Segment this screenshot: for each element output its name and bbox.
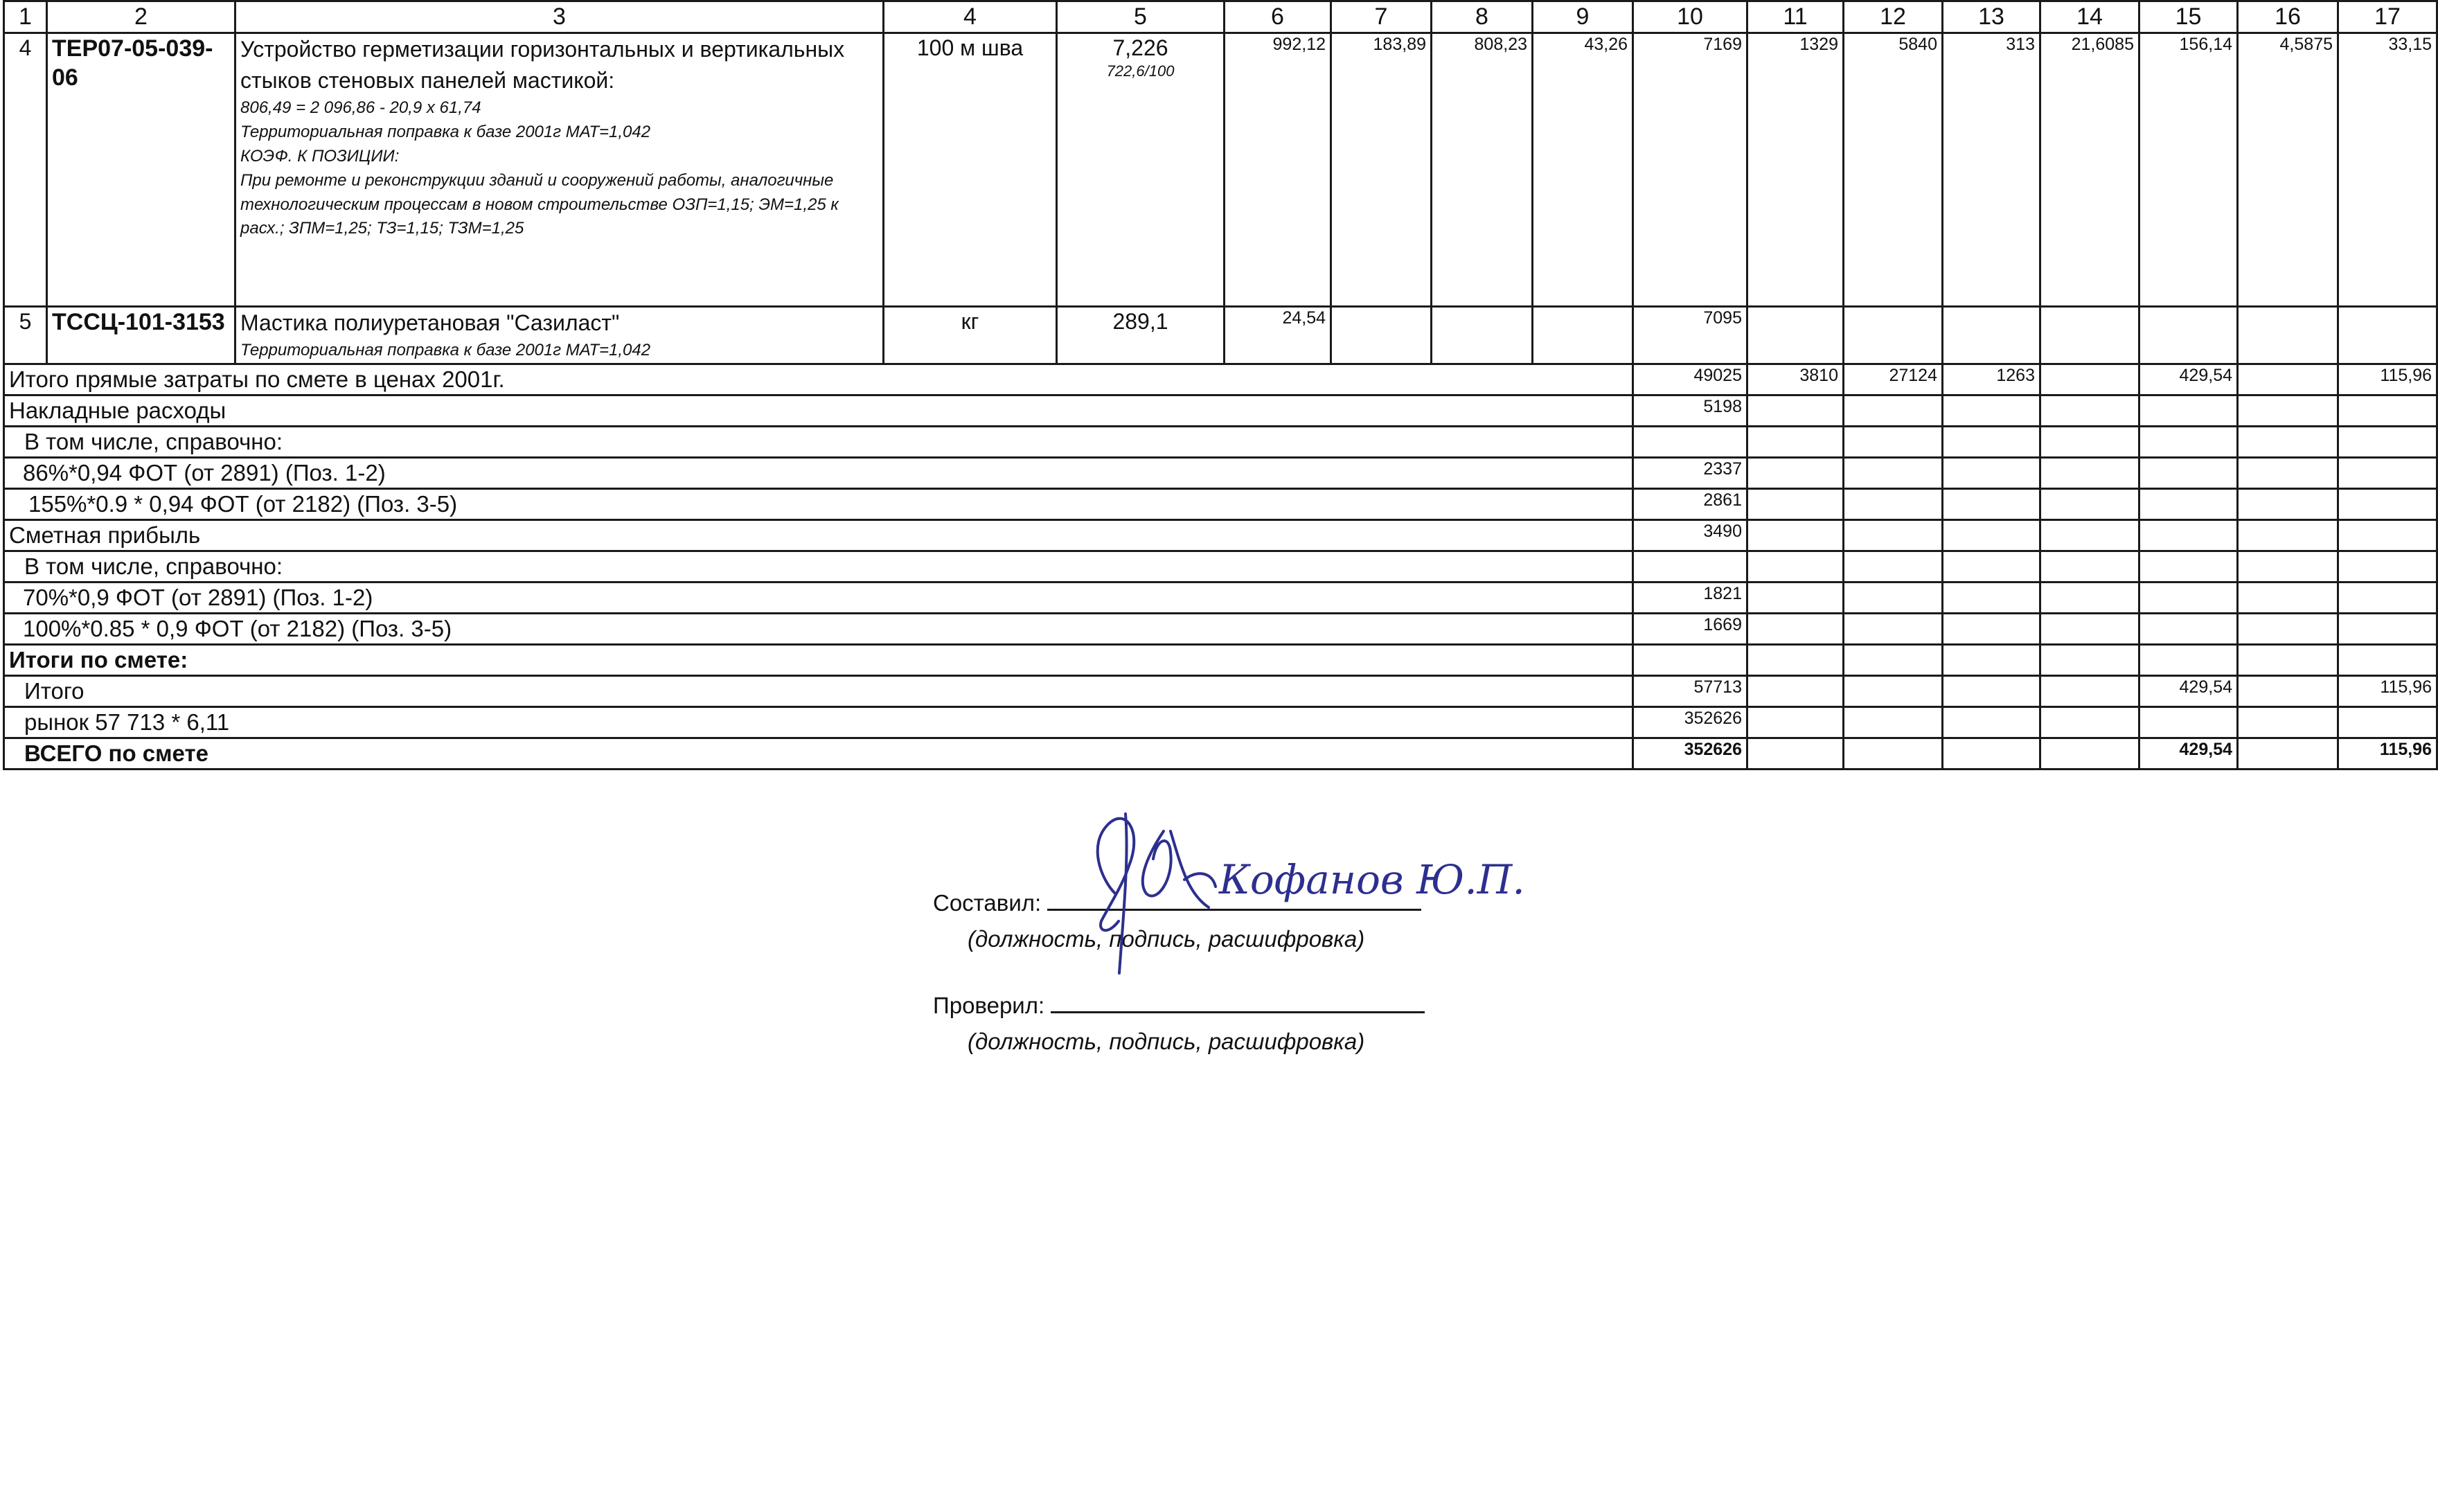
summary-cell-c15: 429,54 xyxy=(2139,738,2238,769)
col-number: 17 xyxy=(2338,1,2437,33)
summary-cell-c11 xyxy=(1747,706,1844,738)
summary-cell-c17 xyxy=(2338,706,2437,738)
cell-c9: 43,26 xyxy=(1533,33,1633,306)
work-description xyxy=(235,306,884,364)
summary-cell-c10: 1821 xyxy=(1633,582,1747,613)
summary-cell-c10: 352626 xyxy=(1633,706,1747,738)
summary-cell-c16 xyxy=(2238,644,2338,675)
cell-c14: 21,6085 xyxy=(2040,33,2139,306)
cell-c7 xyxy=(1331,306,1432,364)
summary-row xyxy=(4,613,2437,644)
cell-c12 xyxy=(1844,306,1943,364)
summary-cell-c12 xyxy=(1844,426,1943,457)
summary-cell-c10 xyxy=(1633,644,1747,675)
summary-cell-c16 xyxy=(2238,582,2338,613)
checked-hint: (должность, подпись, расшифровка) xyxy=(968,1029,1365,1054)
summary-cell-c14 xyxy=(2040,519,2139,551)
cell-c13 xyxy=(1943,306,2040,364)
summary-cell-c14 xyxy=(2040,675,2139,706)
summary-cell-c13 xyxy=(1943,582,2040,613)
cell-c8 xyxy=(1432,306,1533,364)
summary-cell-c13 xyxy=(1943,457,2040,488)
summary-cell-c15 xyxy=(2139,644,2238,675)
summary-cell-c11 xyxy=(1747,426,1844,457)
cell-c15: 156,14 xyxy=(2139,33,2238,306)
summary-cell-c13 xyxy=(1943,551,2040,582)
cell-c13: 313 xyxy=(1943,33,2040,306)
quantity-formula: 722,6/100 xyxy=(1106,62,1175,80)
summary-cell-c10 xyxy=(1633,426,1747,457)
cell-c7: 183,89 xyxy=(1331,33,1432,306)
col-number: 1 xyxy=(4,1,47,33)
summary-cell-c13 xyxy=(1943,706,2040,738)
summary-cell-c16 xyxy=(2238,675,2338,706)
cell-c11 xyxy=(1747,306,1844,364)
work-title: Мастика полиуретановая "Сазиласт" xyxy=(240,310,620,335)
summary-row xyxy=(4,364,2437,395)
col-number: 9 xyxy=(1533,1,1633,33)
summary-cell-c10: 3490 xyxy=(1633,519,1747,551)
summary-cell-c12 xyxy=(1844,738,1943,769)
summary-cell-c13 xyxy=(1943,519,2040,551)
summary-cell-c17 xyxy=(2338,582,2437,613)
summary-cell-c11 xyxy=(1747,457,1844,488)
cell-c10: 7169 xyxy=(1633,33,1747,306)
summary-cell-c17 xyxy=(2338,457,2437,488)
summary-cell-c12 xyxy=(1844,551,1943,582)
summary-cell-c17: 115,96 xyxy=(2338,675,2437,706)
summary-cell-c12 xyxy=(1844,644,1943,675)
summary-cell-c12 xyxy=(1844,582,1943,613)
summary-cell-c12: 27124 xyxy=(1844,364,1943,395)
summary-cell-c10: 49025 xyxy=(1633,364,1747,395)
summary-label: 155%*0.9 * 0,94 ФОТ (от 2182) (Поз. 3-5) xyxy=(4,488,1633,519)
summary-cell-c14 xyxy=(2040,582,2139,613)
cell-c16 xyxy=(2238,306,2338,364)
column-number-row xyxy=(4,1,2437,33)
summary-cell-c13 xyxy=(1943,488,2040,519)
summary-cell-c13 xyxy=(1943,644,2040,675)
summary-cell-c17: 115,96 xyxy=(2338,364,2437,395)
col-number: 4 xyxy=(884,1,1057,33)
work-note: При ремонте и реконструкции зданий и сооружений работы, аналогичные технологическим процессам в новом строительстве ОЗП=1,15; ЭМ=1,25 к расх.; ЗПМ=1,25; ТЗ=1,15; ТЗМ=1,25 xyxy=(240,170,839,238)
summary-cell-c11 xyxy=(1747,675,1844,706)
summary-cell-c10: 1669 xyxy=(1633,613,1747,644)
summary-cell-c12 xyxy=(1844,488,1943,519)
cell-c14 xyxy=(2040,306,2139,364)
summary-cell-c11: 3810 xyxy=(1747,364,1844,395)
quantity-value: 289,1 xyxy=(1112,308,1168,334)
summary-cell-c15 xyxy=(2139,457,2238,488)
col-number: 16 xyxy=(2238,1,2338,33)
summary-cell-c15 xyxy=(2139,519,2238,551)
summary-label: Итого xyxy=(4,675,1633,706)
col-number: 8 xyxy=(1432,1,1533,33)
summary-cell-c15 xyxy=(2139,426,2238,457)
summary-cell-c17 xyxy=(2338,613,2437,644)
col-number: 5 xyxy=(1057,1,1225,33)
cell-c10: 7095 xyxy=(1633,306,1747,364)
summary-row xyxy=(4,488,2437,519)
summary-label: Итоги по смете: xyxy=(4,644,1633,675)
work-description xyxy=(235,33,884,306)
summary-row xyxy=(4,675,2437,706)
quantity xyxy=(1057,306,1225,364)
work-note: КОЭФ. К ПОЗИЦИИ: xyxy=(240,146,400,166)
summary-cell-c16 xyxy=(2238,457,2338,488)
composed-label: Составил: xyxy=(933,890,1042,916)
work-note: 806,49 = 2 096,86 - 20,9 x 61,74 xyxy=(240,98,481,118)
summary-row xyxy=(4,395,2437,426)
unit: 100 м шва xyxy=(884,33,1057,306)
summary-cell-c14 xyxy=(2040,426,2139,457)
col-number: 6 xyxy=(1225,1,1331,33)
col-number: 7 xyxy=(1331,1,1432,33)
summary-cell-c14 xyxy=(2040,457,2139,488)
summary-cell-c16 xyxy=(2238,488,2338,519)
cell-c12: 5840 xyxy=(1844,33,1943,306)
summary-label: 100%*0.85 * 0,9 ФОТ (от 2182) (Поз. 3-5) xyxy=(4,613,1633,644)
summary-label: рынок 57 713 * 6,11 xyxy=(4,706,1633,738)
summary-row xyxy=(4,644,2437,675)
col-number: 13 xyxy=(1943,1,2040,33)
col-number: 11 xyxy=(1747,1,1844,33)
cell-c6: 992,12 xyxy=(1225,33,1331,306)
rate-code: ТССЦ-101-3153 xyxy=(47,306,235,364)
cell-c9 xyxy=(1533,306,1633,364)
summary-label: 86%*0,94 ФОТ (от 2891) (Поз. 1-2) xyxy=(4,457,1633,488)
estimate-row xyxy=(4,306,2437,364)
summary-cell-c13: 1263 xyxy=(1943,364,2040,395)
summary-cell-c16 xyxy=(2238,738,2338,769)
cell-c8: 808,23 xyxy=(1432,33,1533,306)
summary-cell-c10: 2861 xyxy=(1633,488,1747,519)
handwritten-signature xyxy=(1060,803,1525,990)
summary-cell-c14 xyxy=(2040,613,2139,644)
summary-label: В том числе, справочно: xyxy=(4,426,1633,457)
summary-label: Итого прямые затраты по смете в ценах 2001г. xyxy=(4,364,1633,395)
checked-label: Проверил: xyxy=(933,993,1045,1018)
summary-cell-c13 xyxy=(1943,426,2040,457)
composed-hint: (должность, подпись, расшифровка) xyxy=(968,926,1365,952)
summary-cell-c10: 5198 xyxy=(1633,395,1747,426)
summary-cell-c13 xyxy=(1943,675,2040,706)
col-number: 3 xyxy=(235,1,884,33)
summary-cell-c17 xyxy=(2338,488,2437,519)
quantity xyxy=(1057,33,1225,306)
summary-cell-c13 xyxy=(1943,395,2040,426)
summary-cell-c11 xyxy=(1747,488,1844,519)
summary-cell-c16 xyxy=(2238,395,2338,426)
summary-label: Сметная прибыль xyxy=(4,519,1633,551)
summary-cell-c17 xyxy=(2338,395,2437,426)
summary-row xyxy=(4,457,2437,488)
summary-cell-c16 xyxy=(2238,551,2338,582)
checked-block xyxy=(933,990,1425,1055)
summary-cell-c13 xyxy=(1943,738,2040,769)
summary-cell-c10: 352626 xyxy=(1633,738,1747,769)
summary-cell-c15 xyxy=(2139,706,2238,738)
cell-c17: 33,15 xyxy=(2338,33,2437,306)
summary-cell-c15 xyxy=(2139,551,2238,582)
col-number: 12 xyxy=(1844,1,1943,33)
summary-cell-c16 xyxy=(2238,426,2338,457)
col-number: 2 xyxy=(47,1,235,33)
cell-c17 xyxy=(2338,306,2437,364)
summary-section xyxy=(4,364,2437,769)
summary-cell-c17 xyxy=(2338,551,2437,582)
summary-cell-c15: 429,54 xyxy=(2139,364,2238,395)
summary-cell-c11 xyxy=(1747,395,1844,426)
rate-code: ТЕР07-05-039-06 xyxy=(47,33,235,306)
summary-cell-c14 xyxy=(2040,738,2139,769)
summary-cell-c16 xyxy=(2238,364,2338,395)
summary-row xyxy=(4,519,2437,551)
estimate-row xyxy=(4,33,2437,306)
summary-cell-c11 xyxy=(1747,519,1844,551)
summary-cell-c10: 57713 xyxy=(1633,675,1747,706)
summary-cell-c15 xyxy=(2139,613,2238,644)
summary-row xyxy=(4,738,2437,769)
summary-cell-c12 xyxy=(1844,613,1943,644)
summary-cell-c14 xyxy=(2040,644,2139,675)
summary-cell-c12 xyxy=(1844,706,1943,738)
checked-signature-line[interactable] xyxy=(1051,990,1425,1013)
summary-label: Накладные расходы xyxy=(4,395,1633,426)
cell-c16: 4,5875 xyxy=(2238,33,2338,306)
cell-c6: 24,54 xyxy=(1225,306,1331,364)
summary-cell-c14 xyxy=(2040,488,2139,519)
row-index: 5 xyxy=(4,306,47,364)
summary-cell-c15 xyxy=(2139,488,2238,519)
summary-cell-c12 xyxy=(1844,675,1943,706)
summary-row xyxy=(4,706,2437,738)
summary-cell-c17: 115,96 xyxy=(2338,738,2437,769)
summary-cell-c11 xyxy=(1747,551,1844,582)
signature-text: Кофанов Ю.П. xyxy=(1219,856,1525,903)
work-title: Устройство герметизации горизонтальных и вертикальных стыков стеновых панелей мастикой: xyxy=(240,36,845,93)
summary-cell-c14 xyxy=(2040,706,2139,738)
col-number: 15 xyxy=(2139,1,2238,33)
summary-label: 70%*0,9 ФОТ (от 2891) (Поз. 1-2) xyxy=(4,582,1633,613)
unit: кг xyxy=(884,306,1057,364)
cell-c11: 1329 xyxy=(1747,33,1844,306)
summary-row xyxy=(4,426,2437,457)
summary-cell-c16 xyxy=(2238,519,2338,551)
summary-cell-c11 xyxy=(1747,582,1844,613)
summary-cell-c14 xyxy=(2040,364,2139,395)
col-number: 10 xyxy=(1633,1,1747,33)
summary-cell-c11 xyxy=(1747,644,1844,675)
summary-cell-c17 xyxy=(2338,519,2437,551)
cell-c15 xyxy=(2139,306,2238,364)
summary-cell-c11 xyxy=(1747,738,1844,769)
row-index: 4 xyxy=(4,33,47,306)
summary-cell-c14 xyxy=(2040,395,2139,426)
summary-cell-c15 xyxy=(2139,582,2238,613)
summary-cell-c14 xyxy=(2040,551,2139,582)
summary-cell-c12 xyxy=(1844,519,1943,551)
quantity-value: 7,226 xyxy=(1112,35,1168,60)
summary-row xyxy=(4,551,2437,582)
summary-cell-c13 xyxy=(1943,613,2040,644)
summary-cell-c12 xyxy=(1844,395,1943,426)
summary-row xyxy=(4,582,2437,613)
summary-cell-c17 xyxy=(2338,644,2437,675)
work-note: Территориальная поправка к базе 2001г МАТ=1,042 xyxy=(240,340,651,359)
summary-cell-c15 xyxy=(2139,395,2238,426)
summary-label: В том числе, справочно: xyxy=(4,551,1633,582)
summary-cell-c16 xyxy=(2238,706,2338,738)
summary-cell-c10 xyxy=(1633,551,1747,582)
summary-cell-c12 xyxy=(1844,457,1943,488)
estimate-table xyxy=(3,0,2438,770)
work-note: Территориальная поправка к базе 2001г МАТ=1,042 xyxy=(240,123,651,142)
col-number: 14 xyxy=(2040,1,2139,33)
summary-label: ВСЕГО по смете xyxy=(4,738,1633,769)
summary-cell-c15: 429,54 xyxy=(2139,675,2238,706)
summary-cell-c17 xyxy=(2338,426,2437,457)
summary-cell-c16 xyxy=(2238,613,2338,644)
summary-cell-c11 xyxy=(1747,613,1844,644)
summary-cell-c10: 2337 xyxy=(1633,457,1747,488)
